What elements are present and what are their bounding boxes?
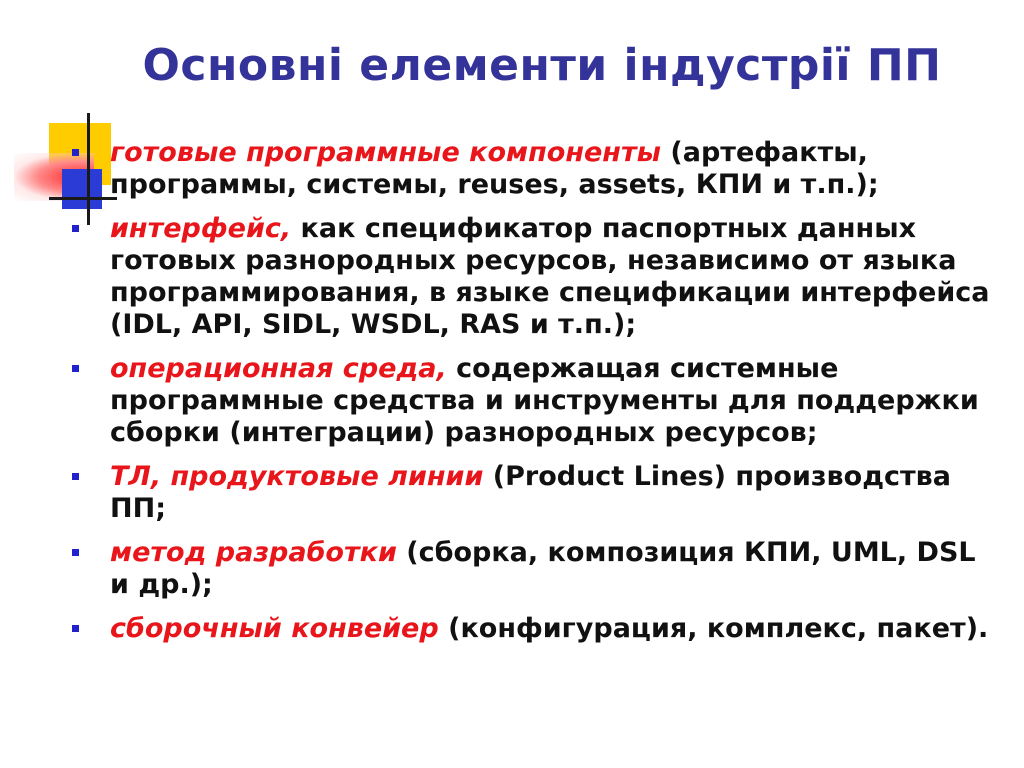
bullet-item <box>72 461 1002 525</box>
bullet-marker-icon <box>72 225 79 232</box>
bullet-marker-icon <box>72 549 79 556</box>
bullet-item <box>72 137 1002 201</box>
bullet-marker-icon <box>72 625 79 632</box>
bullet-text: (сборка, композиция КПИ, UML, DSL и др.); <box>110 537 976 600</box>
bullet-emphasis: интерфейс, <box>110 213 292 244</box>
bullet-item <box>72 353 1002 449</box>
bullet-text: (конфигурация, комплекс, пакет). <box>438 613 989 644</box>
bullet-marker-icon <box>72 149 79 156</box>
slide-title: Основні елементи індустрії ПП <box>142 40 942 91</box>
bullet-text: как спецификатор паспортных данных готовых разнородных ресурсов, независимо от языка программирования, в языке спецификации интерфейса (IDL, API, SIDL, WSDL, RAS и т.п.); <box>110 213 990 340</box>
bullet-list <box>72 137 1002 657</box>
bullet-text: (артефакты, программы, системы, reuses, assets, КПИ и т.п.); <box>110 137 879 200</box>
bullet-item <box>72 213 1002 341</box>
bullet-emphasis: ТЛ, продуктовые линии <box>110 461 484 492</box>
bullet-emphasis: готовые программные компоненты <box>110 137 662 168</box>
bullet-text: содержащая системные программные средства и инструменты для поддержки сборки (интеграции) разнородных ресурсов; <box>110 353 979 448</box>
bullet-marker-icon <box>72 473 79 480</box>
bullet-text: (Product Lines) производства ПП; <box>110 461 951 524</box>
bullet-emphasis: сборочный конвейер <box>110 613 439 644</box>
bullet-item <box>72 537 1002 601</box>
bullet-item <box>72 613 1002 645</box>
bullet-emphasis: операционная среда, <box>110 353 447 384</box>
bullet-emphasis: метод разработки <box>110 537 397 568</box>
bullet-marker-icon <box>72 365 79 372</box>
